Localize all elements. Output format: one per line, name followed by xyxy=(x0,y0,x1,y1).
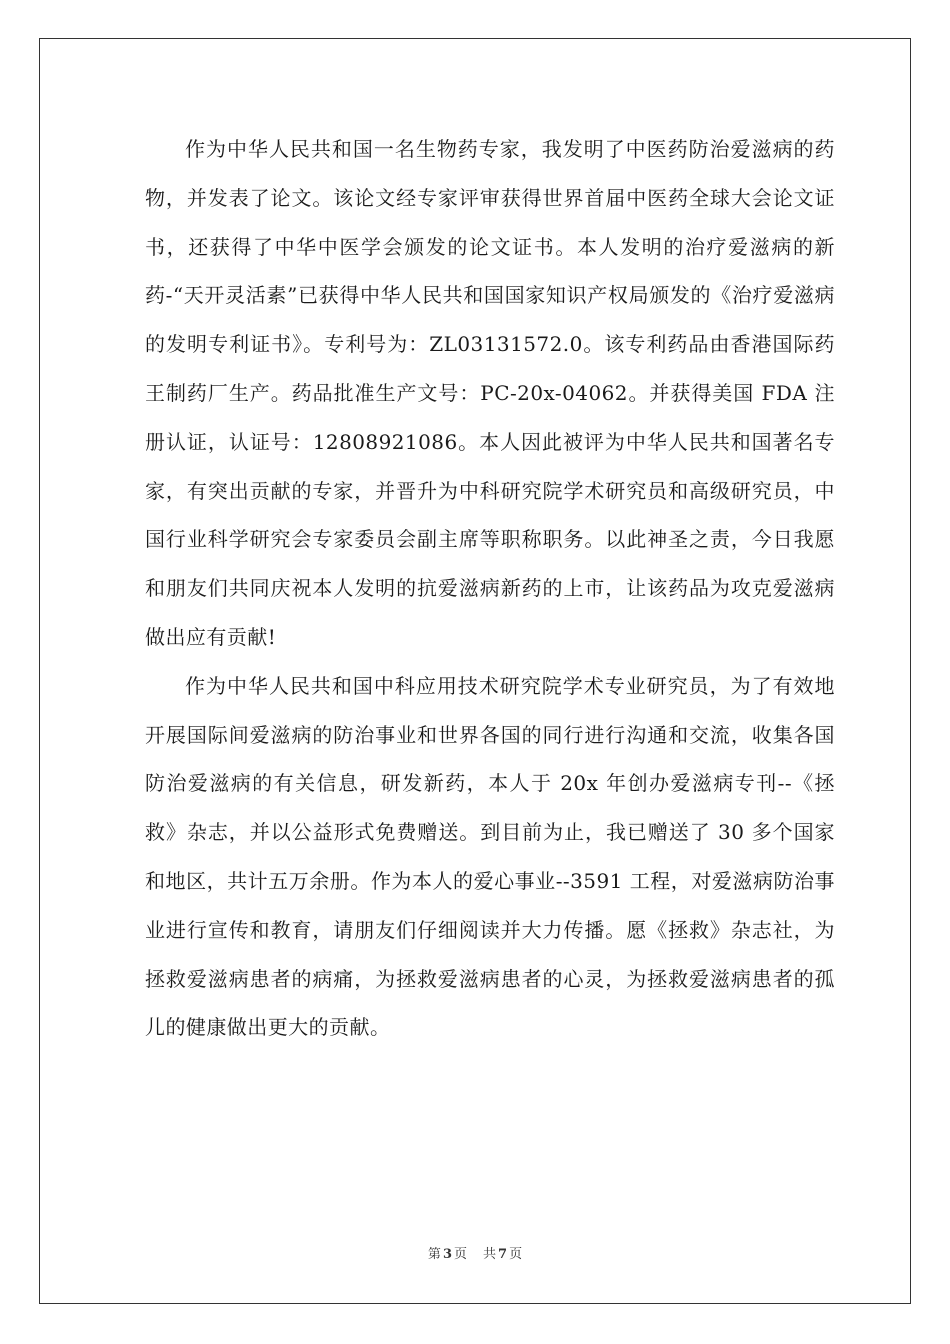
total-suffix: 页 xyxy=(509,1247,523,1262)
paragraph-2: 作为中华人民共和国中科应用技术研究院学术专业研究员，为了有效地开展国际间爱滋病的防治事业和世界各国的同行进行沟通和交流，收集各国防治爱滋病的有关信息，研发新药，本人于 20x 年创办爱滋病专刊--《拯救》杂志，并以公益形式免费赠送。到目前为止，我已赠送了 30 多个国家和地区，共计五万余册。作为本人的爱心事业--3591 工程，对爱滋病防治事业进行宣传和教育，请朋友们仔细阅读并大力传播。愿《拯救》杂志社，为拯救爱滋病患者的病痛，为拯救爱滋病患者的心灵，为拯救爱滋病患者的孤儿的健康做出更大的贡献。 xyxy=(145,673,835,1040)
paragraph-1: 作为中华人民共和国一名生物药专家，我发明了中医药防治爱滋病的药物，并发表了论文。该论文经专家评审获得世界首届中医药全球大会论文证书，还获得了中华中医学会颁发的论文证书。本人发明的治疗爱滋病的新药-“天开灵活素”已获得中华人民共和国国家知识产权局颁发的《治疗爱滋病的发明专利证书》。专利号为：ZL03131572.0。该专利药品由香港国际药王制药厂生产。药品批准生产文号：PC-20x-04062。并获得美国 FDA 注册认证，认证号：12808921086。本人因此被评为中华人民共和国著名专家，有突出贡献的专家，并晋升为中科研究院学术研究员和高级研究员，中国行业科学研究会专家委员会副主席等职称职务。以此神圣之责，今日我愿和朋友们共同庆祝本人发明的抗爱滋病新药的上市，让该药品为攻克爱滋病做出应有贡献! xyxy=(145,137,835,649)
page-current: 3 xyxy=(442,1247,452,1262)
page-suffix: 页 xyxy=(453,1247,467,1262)
document-body xyxy=(145,125,835,1052)
page-prefix: 第 xyxy=(427,1247,441,1262)
page-total: 7 xyxy=(498,1247,508,1262)
page-footer xyxy=(0,1246,950,1264)
total-prefix: 共 xyxy=(483,1247,497,1262)
